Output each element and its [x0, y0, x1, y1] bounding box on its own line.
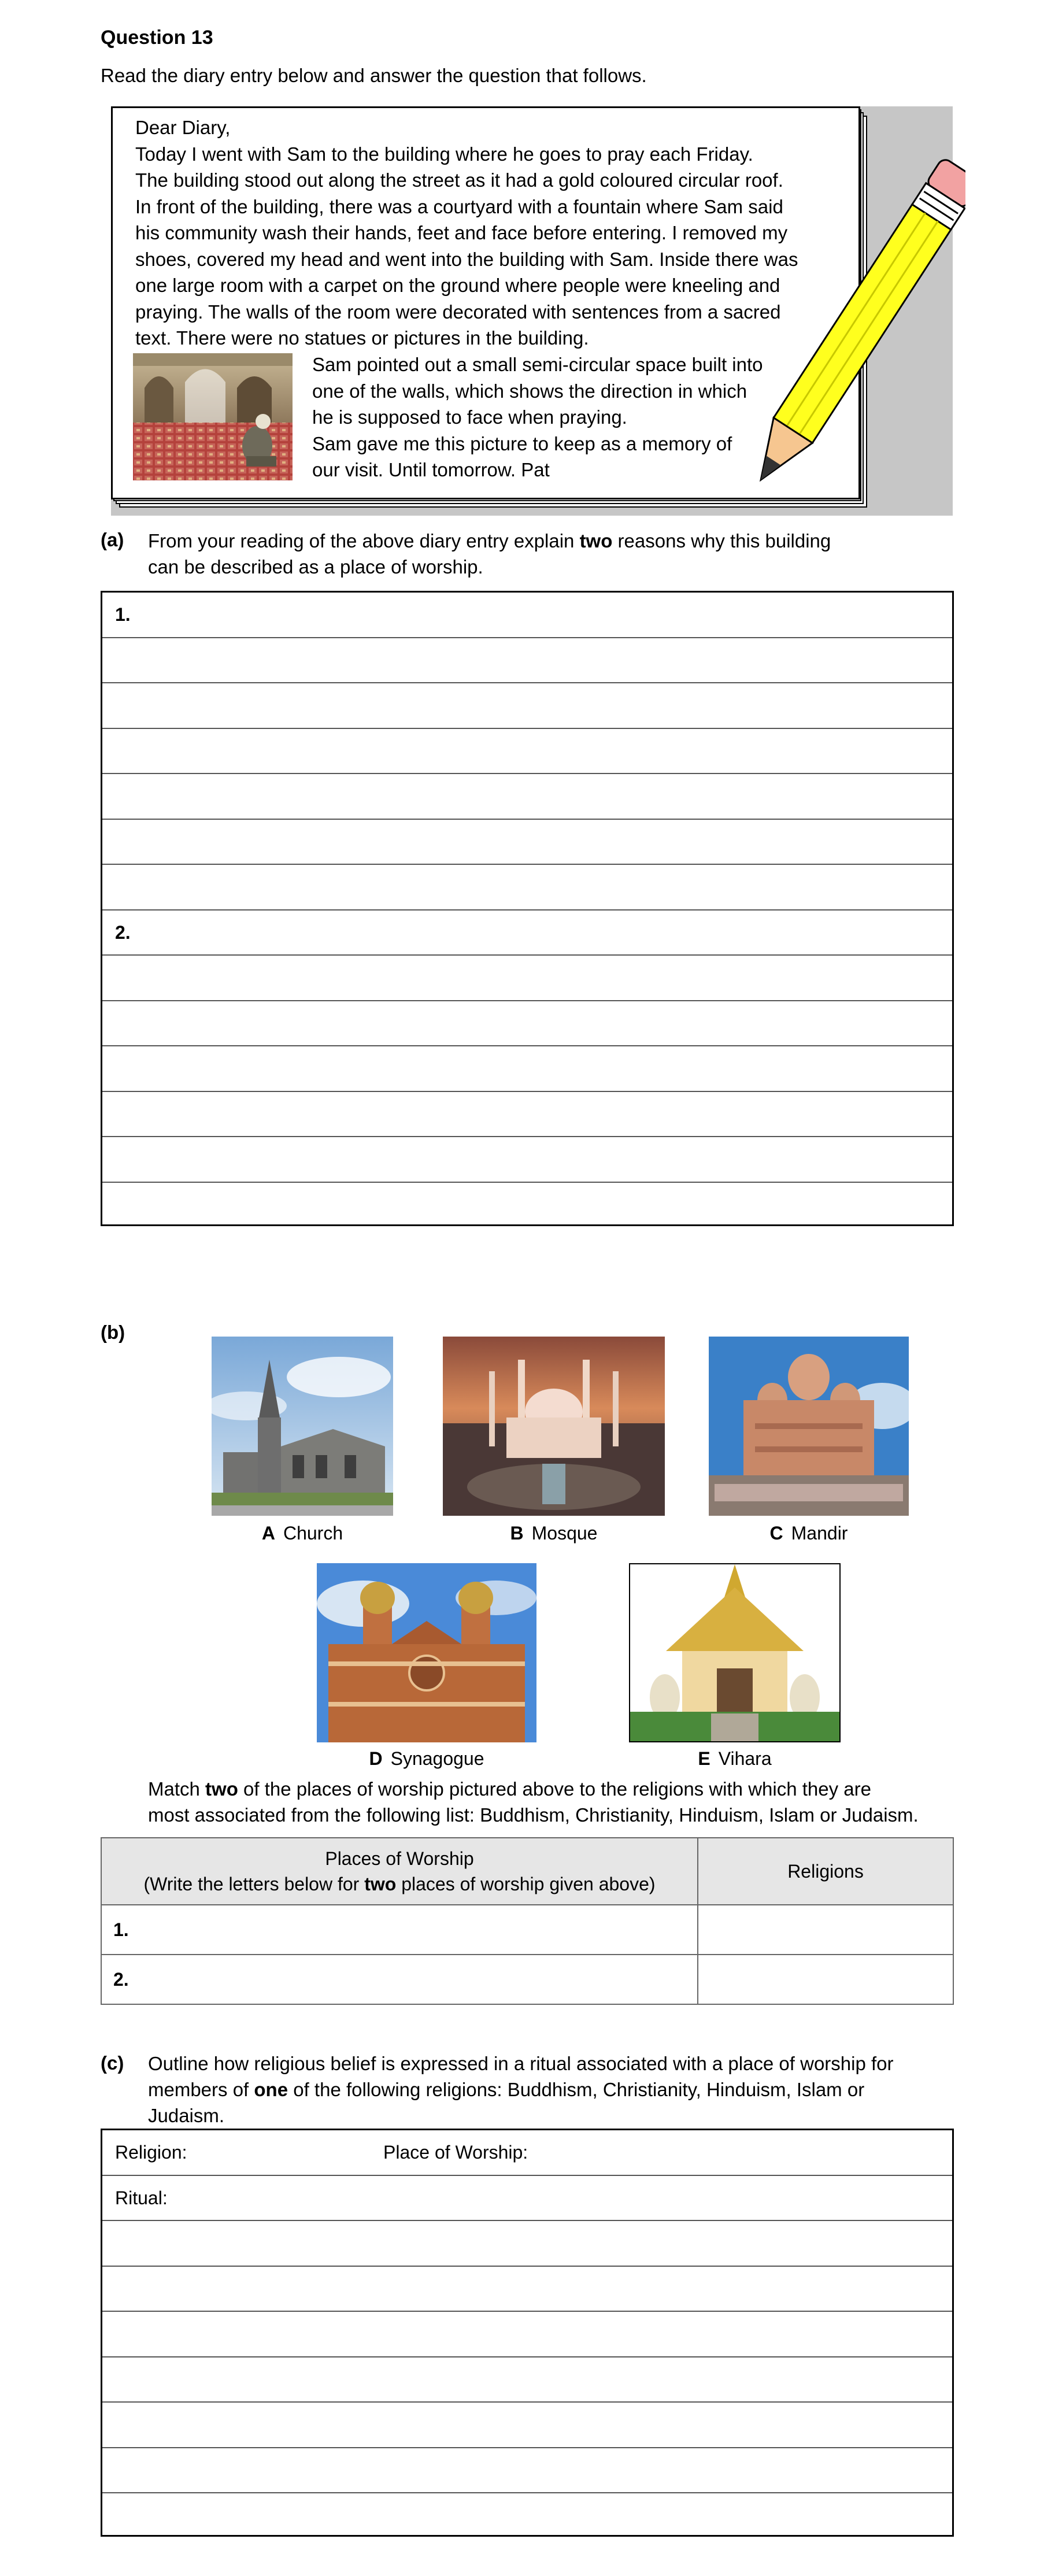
diary-line: one of the walls, which shows the direction in which	[312, 380, 747, 402]
ritual-label: Ritual:	[115, 2187, 168, 2208]
diary-line: Dear Diary,	[135, 117, 231, 138]
caption-c: C Mandir	[769, 1523, 848, 1544]
diary-line: one large room with a carpet on the ground where people were kneeling and	[135, 275, 780, 296]
answer-line[interactable]	[102, 1046, 952, 1092]
part-c-answer-box[interactable]	[101, 2129, 954, 2537]
answer-line[interactable]	[102, 2221, 952, 2267]
table-header-religions: Religions	[698, 1838, 953, 1905]
religion-label: Religion:	[115, 2142, 187, 2163]
table-header-places: Places of Worship (Write the letters below for two places of worship given above)	[101, 1838, 698, 1905]
diary-line: his community wash their hands, feet and face before entering. I removed my	[135, 222, 788, 243]
answer-line[interactable]	[102, 2130, 952, 2176]
part-c-label: (c)	[101, 2052, 124, 2074]
answer-line[interactable]	[102, 956, 952, 1001]
answer-number: 1.	[115, 604, 131, 625]
answer-line[interactable]	[102, 2176, 952, 2222]
caption-b: B Mosque	[510, 1523, 598, 1544]
pencil-icon	[752, 145, 965, 515]
answer-number: 2.	[115, 921, 131, 943]
caption-d: D Synagogue	[369, 1748, 484, 1769]
match-cell-place-2[interactable]: 2.	[101, 1955, 698, 2004]
answer-line[interactable]	[102, 2357, 952, 2403]
diary-side-text	[312, 351, 763, 483]
diary-line: Sam pointed out a small semi-circular space built into	[312, 354, 763, 375]
mosque-photo	[443, 1337, 665, 1516]
answer-line[interactable]	[102, 683, 952, 729]
part-a-question: From your reading of the above diary entry explain two reasons why this building	[148, 530, 831, 552]
diary-line: Today I went with Sam to the building where he goes to pray each Friday.	[135, 143, 753, 165]
diary-line: text. There were no statues or pictures in the building.	[135, 327, 589, 349]
caption-a: A Church	[261, 1523, 343, 1544]
vihara-photo	[629, 1563, 841, 1742]
part-b-label: (b)	[101, 1322, 125, 1343]
answer-line[interactable]	[102, 593, 952, 638]
answer-line[interactable]	[102, 2493, 952, 2539]
answer-line[interactable]	[102, 2312, 952, 2357]
synagogue-photo	[317, 1563, 536, 1742]
match-table	[101, 1837, 954, 2005]
mosque-interior-photo	[133, 353, 293, 480]
answer-line[interactable]	[102, 2448, 952, 2494]
answer-line[interactable]	[102, 1001, 952, 1047]
answer-line[interactable]	[102, 911, 952, 956]
answer-line[interactable]	[102, 865, 952, 911]
part-a-answer-box[interactable]	[101, 591, 954, 1226]
answer-line[interactable]	[102, 2267, 952, 2312]
answer-line[interactable]	[102, 729, 952, 775]
answer-line[interactable]	[102, 774, 952, 820]
answer-line[interactable]	[102, 2403, 952, 2448]
part-c-question: Outline how religious belief is expressed in a ritual associated with a place of worship for members of one of the following religions: Buddhism, Christianity, Hinduism, Islam or Judaism.	[148, 2053, 894, 2126]
answer-line[interactable]	[102, 820, 952, 865]
diary-text	[135, 114, 798, 351]
part-b-instructions: Match two of the places of worship pictured above to the religions with which they are most associated from the following list: Buddhism, Christianity, Hinduism, Islam or Judaism.	[148, 1778, 919, 1826]
question-title: Question 13	[101, 27, 213, 49]
match-cell-religion-1[interactable]	[698, 1905, 953, 1955]
answer-line[interactable]	[102, 1137, 952, 1183]
place-of-worship-label: Place of Worship:	[383, 2142, 528, 2163]
diary-line: Sam gave me this picture to keep as a memory of	[312, 432, 732, 454]
part-a-label: (a)	[101, 529, 124, 550]
match-cell-place-1[interactable]: 1.	[101, 1905, 698, 1955]
table-row	[101, 1955, 953, 2004]
diary-line: shoes, covered my head and went into the building with Sam. Inside there was	[135, 248, 798, 270]
caption-e: E Vihara	[698, 1748, 772, 1769]
mandir-photo	[709, 1337, 909, 1516]
answer-line[interactable]	[102, 1183, 952, 1228]
diary-line: In front of the building, there was a courtyard with a fountain where Sam said	[135, 195, 783, 217]
question-intro: Read the diary entry below and answer the question that follows.	[101, 65, 647, 86]
diary-line: praying. The walls of the room were decorated with sentences from a sacred	[135, 301, 781, 323]
table-row	[101, 1905, 953, 1955]
match-cell-religion-2[interactable]	[698, 1955, 953, 2004]
diary-line: he is supposed to face when praying.	[312, 406, 627, 428]
part-a-question-line2: can be described as a place of worship.	[148, 556, 483, 578]
church-photo	[212, 1337, 393, 1516]
answer-line[interactable]	[102, 638, 952, 684]
diary-line: The building stood out along the street as it had a gold coloured circular roof.	[135, 169, 783, 191]
diary-line: our visit. Until tomorrow. Pat	[312, 459, 550, 480]
answer-line[interactable]	[102, 1092, 952, 1138]
